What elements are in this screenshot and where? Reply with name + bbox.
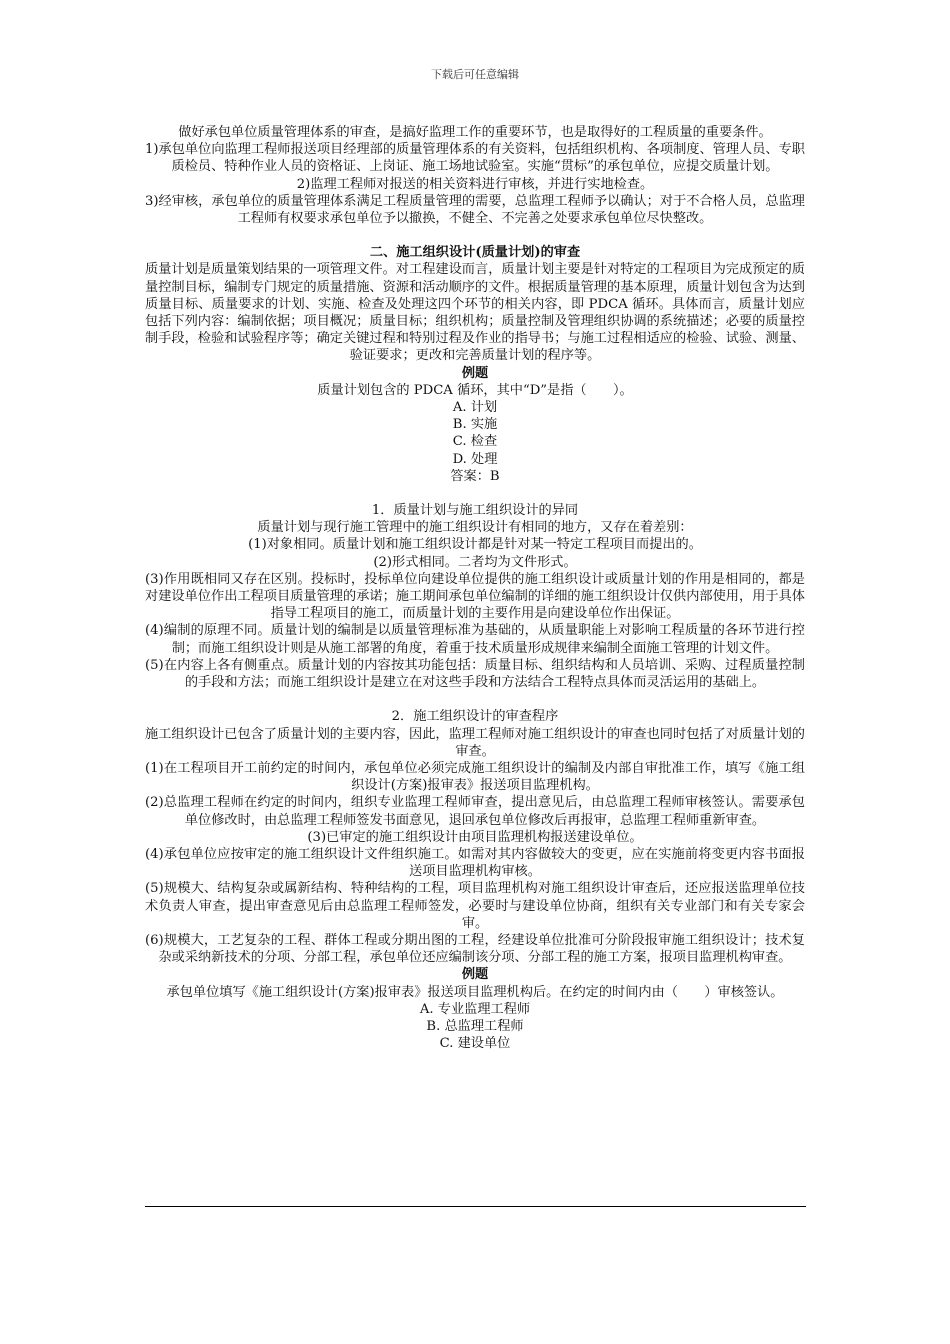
bottom-rule bbox=[145, 1206, 806, 1207]
example-option: C. 检查 bbox=[452, 434, 498, 450]
subsection-heading: 2．施工组织设计的审查程序 bbox=[391, 709, 559, 725]
example-label: 例题 bbox=[461, 365, 489, 381]
list-item: (5)在内容上各有侧重点。质量计划的内容按其功能包括：质量目标、组织结构和人员培训、采购、过程质量控制的手段和方法；而施工组织设计是建立在对这些手段和方法结合工程特点具体而灵活运用的基础上。 bbox=[145, 657, 805, 691]
subsection-heading: 1．质量计划与施工组织设计的异同 bbox=[371, 503, 579, 519]
paragraph: 质量计划与现行施工管理中的施工组织设计有相同的地方，又存在着差别： bbox=[257, 520, 693, 536]
paragraph: 质量计划是质量策划结果的一项管理文件。对工程建设而言，质量计划主要是针对特定的工程项目为完成预定的质量控制目标，编制专门规定的质量措施、资源和活动顺序的文件。根据质量管理的基本原理，质量计划包含为达到质量目标、质量要求的计划、实施、检查及处理这四个环节的相关内容，即 PDCA 循环。具体而言，质量计划应包括下列内容：编制依据；项目概况；质量目标；组织机构；质量控制及管理组织协调的系统描述；必要的质量控制手段，检验和试验程序等；确定关键过程和特别过程及作业的指导书；与施工过程相适应的检验、试验、测量、验证要求；更改和完善质量计划的程序等。 bbox=[145, 262, 805, 364]
list-item: (2)形式相同。二者均为文件形式。 bbox=[373, 554, 577, 570]
list-item: (3)作用既相同又存在区别。投标时，投标单位向建设单位提供的施工组织设计或质量计划的作用是相同的，都是对建设单位作出工程项目质量管理的承诺；施工期间承包单位编制的详细的施工组织设计仅供内部使用，用于具体指导工程项目的施工，而质量计划的主要作用是向建设单位作出保证。 bbox=[145, 571, 805, 622]
list-item: (2)总监理工程师在约定的时间内，组织专业监理工程师审查，提出意见后，由总监理工程师审核签认。需要承包单位修改时，由总监理工程师签发书面意见，退回承包单位修改后再报审，总监理工程师重新审查。 bbox=[145, 795, 805, 828]
list-item: (4)承包单位应按审定的施工组织设计文件组织施工。如需对其内容做较大的变更，应在实施前将变更内容书面报送项目监理机构审核。 bbox=[145, 846, 805, 880]
list-item: (1)对象相同。质量计划和施工组织设计都是针对某一特定工程项目而提出的。 bbox=[248, 537, 702, 553]
paragraph: 做好承包单位质量管理体系的审查，是搞好监理工作的重要环节，也是取得好的工程质量的重要条件。 bbox=[178, 125, 772, 140]
list-item: (5)规模大、结构复杂或属新结构、特种结构的工程，项目监理机构对施工组织设计审查后，还应报送监理单位技术负责人审查，提出审查意见后由总监理工程师签发，必要时与建设单位协商，组织有关专业部门和有关专家会审。 bbox=[145, 881, 805, 931]
paragraph: 施工组织设计已包含了质量计划的主要内容，因此，监理工程师对施工组织设计的审查也同时包括了对质量计划的审查。 bbox=[145, 726, 805, 759]
example-option: D. 处理 bbox=[452, 451, 498, 467]
document-body bbox=[145, 124, 805, 1052]
paragraph: 2)监理工程师对报送的相关资料进行审核，并进行实地检查。 bbox=[296, 176, 654, 192]
list-item: (6)规模大，工艺复杂的工程、群体工程或分期出图的工程，经建设单位批准可分阶段报审施工组织设计；技术复杂或采纳新技术的分项、分部工程，承包单位还应编制该分项、分部工程的施工方案，报项目监理机构审查。 bbox=[145, 932, 805, 966]
list-item: (1)在工程项目开工前约定的时间内，承包单位必须完成施工组织设计的编制及内部自审批准工作，填写《施工组织设计(方案)报审表》报送项目监理机构。 bbox=[145, 760, 805, 794]
example-option: A. 专业监理工程师 bbox=[419, 1001, 531, 1017]
example-question: 承包单位填写《施工组织设计(方案)报审表》报送项目监理机构后。在约定的时间内由（ ）审核签认。 bbox=[166, 984, 784, 1000]
example-option: A. 计划 bbox=[452, 400, 498, 416]
example-option: C. 建设单位 bbox=[439, 1036, 511, 1052]
example-answer: 答案：B bbox=[450, 468, 500, 484]
paragraph: 1)承包单位向监理工程师报送项目经理部的质量管理体系的有关资料，包括组织机构、各项制度、管理人员、专职质检员、特种作业人员的资格证、上岗证、施工场地试验室。实施“贯标”的承包单位，应提交质量计划。 bbox=[145, 142, 805, 175]
list-item: (3)已审定的施工组织设计由项目监理机构报送建设单位。 bbox=[307, 829, 643, 845]
example-label: 例题 bbox=[461, 967, 489, 983]
list-item: (4)编制的原理不同。质量计划的编制是以质量管理标准为基础的，从质量职能上对影响工程质量的各环节进行控制；而施工组织设计则是从施工部署的角度，着重于技术质量形成规律来编制全面施工管理的计划文件。 bbox=[145, 623, 805, 656]
page-header: 下载后可任意编辑 bbox=[431, 68, 519, 81]
example-option: B. 实施 bbox=[452, 417, 498, 433]
section-heading: 二、施工组织设计(质量计划)的审查 bbox=[369, 245, 581, 261]
paragraph: 3)经审核，承包单位的质量管理体系满足工程质量管理的需要，总监理工程师予以确认；对于不合格人员，总监理工程师有权要求承包单位予以撤换，不健全、不完善之处要求承包单位尽快整改。 bbox=[145, 193, 805, 227]
example-question: 质量计划包含的 PDCA 循环，其中“D”是指（ ）。 bbox=[317, 382, 633, 398]
example-option: B. 总监理工程师 bbox=[426, 1018, 524, 1034]
